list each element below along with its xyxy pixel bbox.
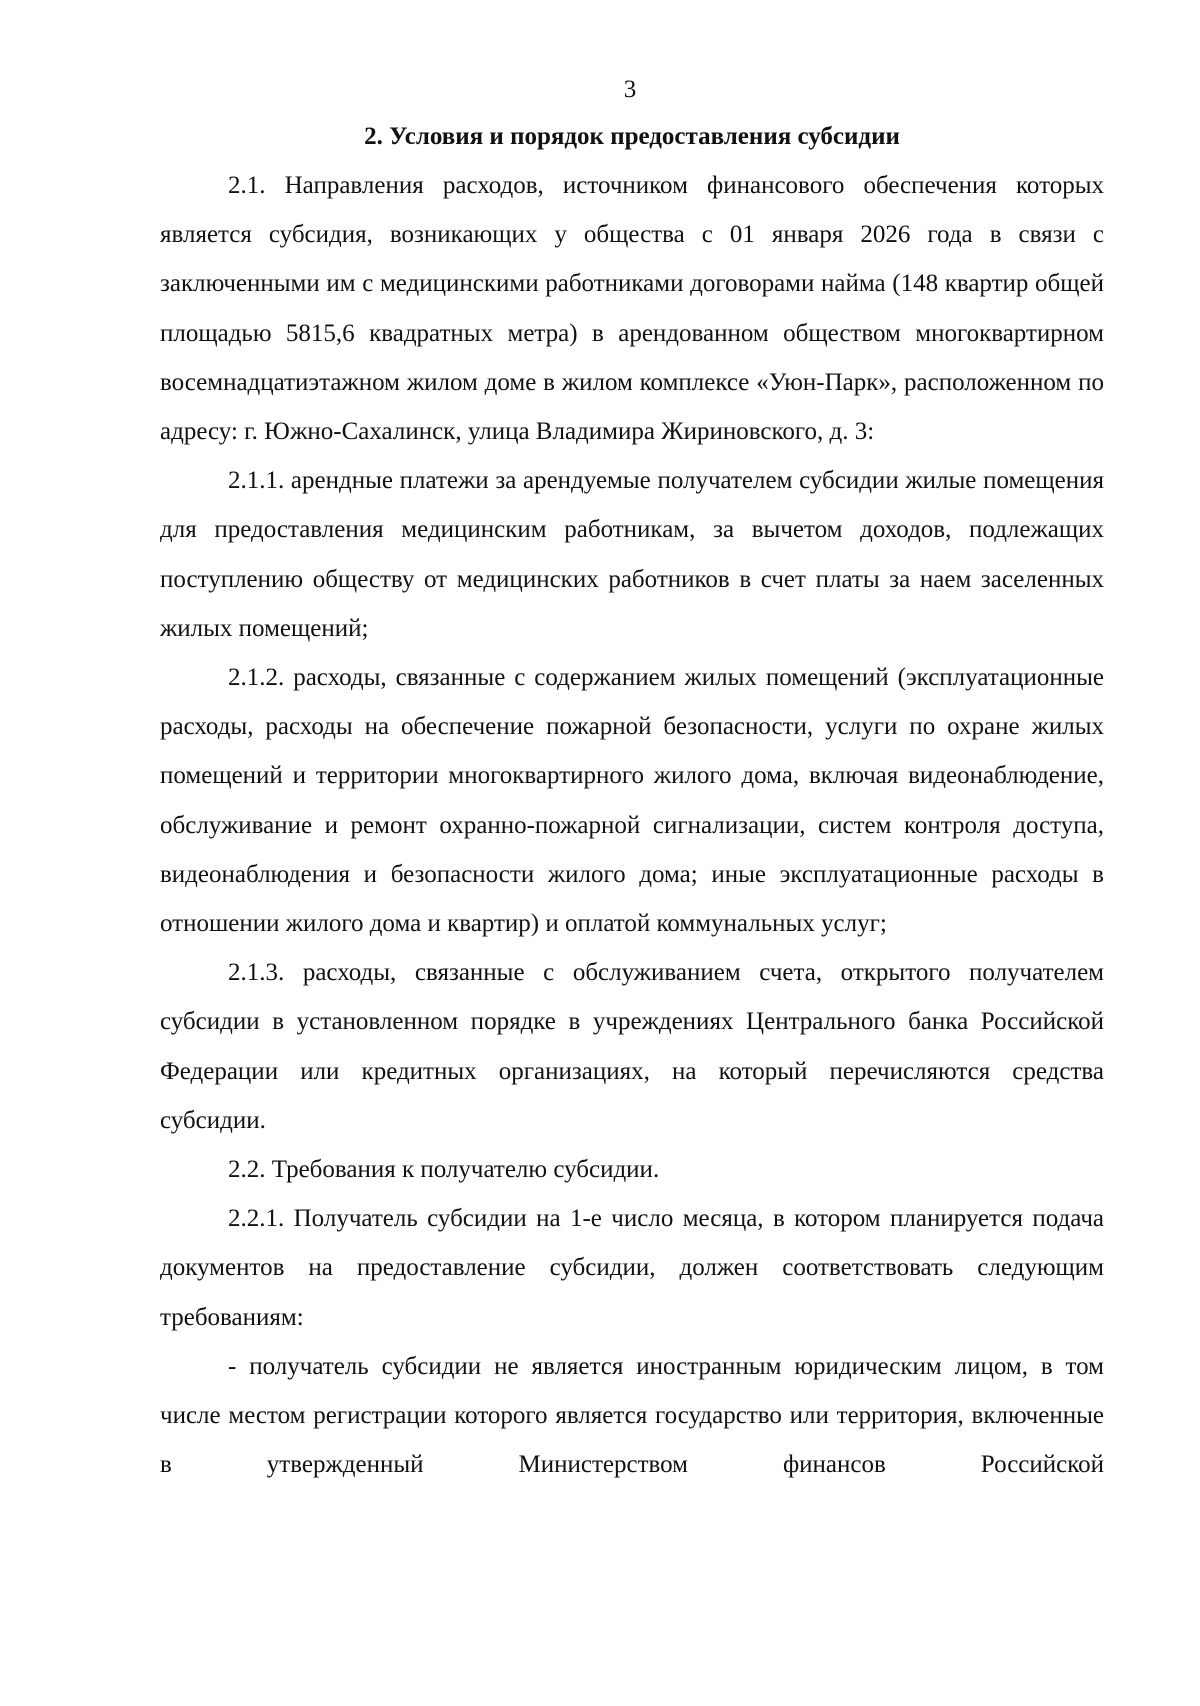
paragraph-2-1-2: 2.1.2. расходы, связанные с содержанием жилых помещений (эксплуатационные расходы, расходы на обеспечение пожарной безопасности, услуги по охране жилых помещений и территории многоквартирного жилого дома, включая видеонаблюдение, обслуживание и ремонт охранно-пожарной сигнализации, систем контроля доступа, видеонаблюдения и безопасности жилого дома; иные эксплуатационные расходы в отношении жилого дома и квартир) и оплатой коммунальных услуг; — [160, 664, 1104, 938]
paragraph-2-1-3: 2.1.3. расходы, связанные с обслуживанием счета, открытого получателем субсидии в установленном порядке в учреждениях Центрального банка Российской Федерации или кредитных организациях, на который перечисляются средства субсидии. — [160, 959, 1104, 1134]
paragraph-2-2-1: 2.2.1. Получатель субсидии на 1-е число месяца, в котором планируется подача документов на предоставление субсидии, должен соответствовать следующим требованиям: — [160, 1205, 1104, 1331]
page-number: 3 — [623, 76, 637, 103]
document-body — [160, 161, 1104, 1489]
paragraph-2-1-1: 2.1.1. арендные платежи за арендуемые получателем субсидии жилые помещения для предоставления медицинским работникам, за вычетом доходов, подлежащих поступлению обществу от медицинских работников в счет платы за наем заселенных жилых помещений; — [160, 467, 1104, 642]
paragraph-2-1: 2.1. Направления расходов, источником финансового обеспечения которых является субсидия, возникающих у общества с 01 января 2026 года в связи с заключенными им с медицинскими работниками договорами найма (148 квартир общей площадью 5815,6 квадратных метра) в арендованном обществом многоквартирном восемнадцатиэтажном жилом доме в жилом комплексе «Уюн-Парк», расположенном по адресу: г. Южно-Сахалинск, улица Владимира Жириновского, д. 3: — [160, 172, 1104, 446]
paragraph-requirement-foreign-entity: - получатель субсидии не является иностранным юридическим лицом, в том числе местом регистрации которого является государство или территория, включенные в утвержденный Министерством финансов Российской — [160, 1352, 1104, 1479]
paragraph-2-2: 2.2. Требования к получателю субсидии. — [228, 1156, 660, 1184]
section-title: 2. Условия и порядок предоставления субсидии — [364, 123, 900, 150]
